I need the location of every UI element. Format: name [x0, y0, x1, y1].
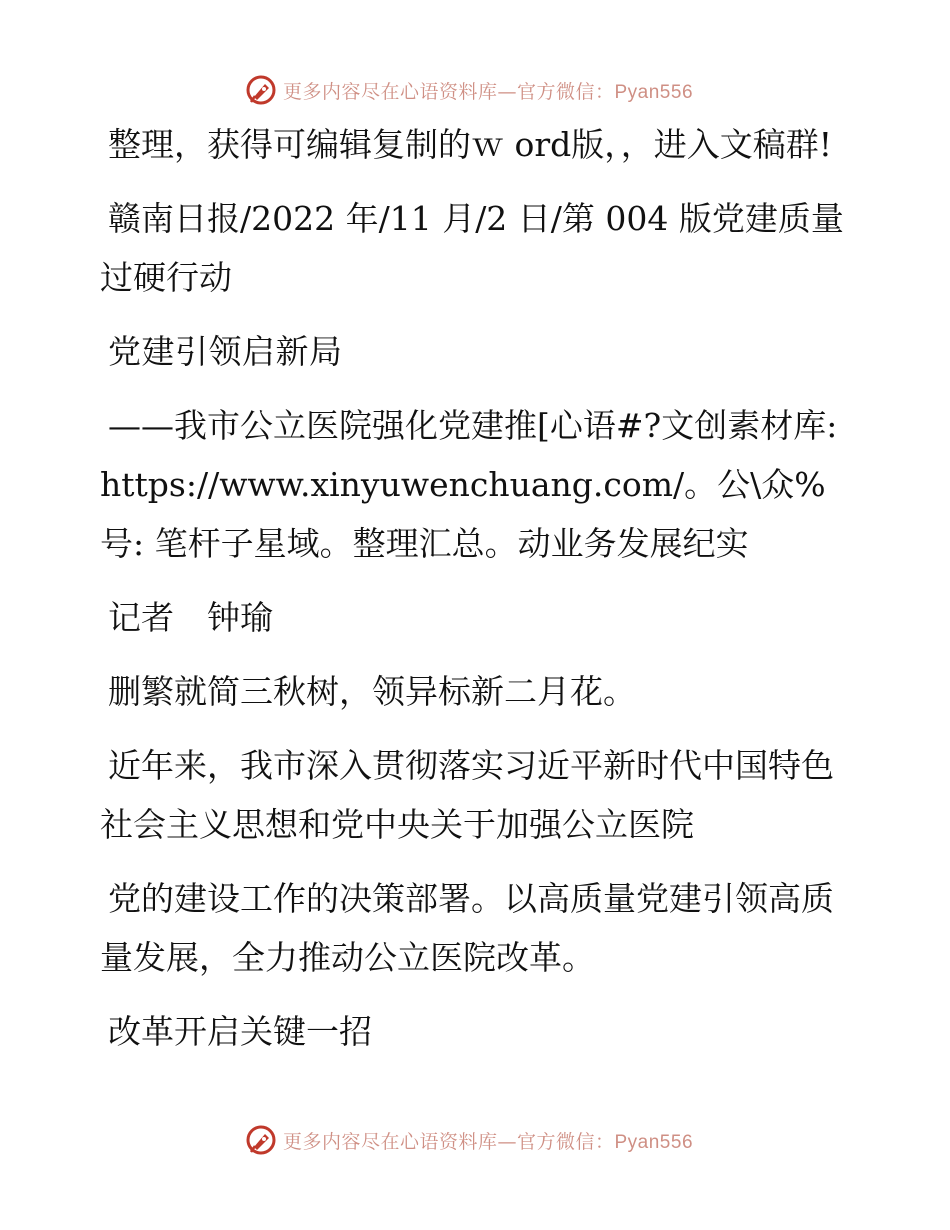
article-source-line: 赣南日报/2022 年/11 月/2 日/第 004 版党建质量过硬行动 — [100, 199, 844, 297]
header-banner-content — [245, 74, 693, 106]
pen-nib-logo-icon — [245, 74, 277, 106]
footer-banner-wechat-label: 官方微信： — [516, 1130, 615, 1153]
footer-banner-text — [283, 1127, 693, 1154]
article-paragraph-quote: 删繁就简三秋树，领异标新二月花。 — [108, 672, 636, 711]
header-banner-slogan: 更多内容尽在心语资料库 — [282, 80, 498, 103]
footer-banner-separator: — — [497, 1130, 517, 1153]
header-banner — [0, 70, 950, 110]
article-paragraph-1: 整理，获得可编辑复制的ｗ ord版，，进入文稿群! — [108, 125, 833, 164]
footer-banner-slogan: 更多内容尽在心语资料库 — [282, 1130, 498, 1153]
article-body — [100, 115, 860, 1076]
header-banner-text — [283, 77, 693, 104]
footer-banner — [0, 1120, 950, 1160]
header-banner-wechat-label: 官方微信： — [516, 80, 615, 103]
article-byline: 记者 钟瑜 — [108, 598, 273, 637]
article-paragraph-intro-continued: 党的建设工作的决策部署。以高质量党建引领高质量发展，全力推动公立医院改革。 — [100, 879, 834, 977]
article-subtitle: ——我市公立医院强化党建推[心语#?文创素材库: https://www.xinyuwenchuang.com/。公\众%号: 笔杆子星域。整理汇总。动业务发展纪实 — [100, 406, 838, 563]
pen-nib-logo-icon — [245, 1124, 277, 1156]
header-banner-separator: — — [497, 80, 517, 103]
article-title: 党建引领启新局 — [108, 332, 343, 371]
footer-banner-wechat-id: Pyan556 — [614, 1131, 694, 1153]
header-banner-wechat-id: Pyan556 — [614, 81, 694, 103]
footer-banner-content — [245, 1124, 693, 1156]
article-paragraph-intro: 近年来，我市深入贯彻落实习近平新时代中国特色社会主义思想和党中央关于加强公立医院 — [100, 746, 834, 844]
article-section-heading: 改革开启关键一招 — [108, 1012, 372, 1051]
